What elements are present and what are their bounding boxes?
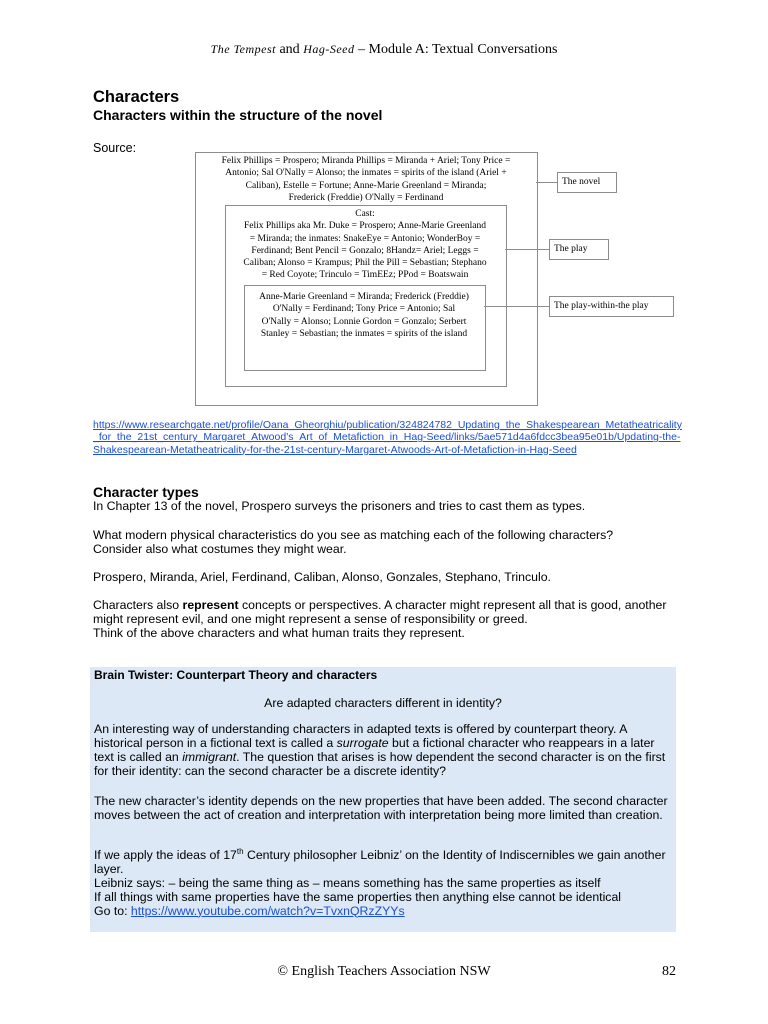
new-properties-paragraph: The new character’s identity depends on the new properties that have been added. The second character moves between the act of creation and interpretation with interpretation being more limited than creation.	[94, 794, 668, 822]
pwp-line: Anne-Marie Greenland = Miranda; Frederick (Freddie)	[259, 292, 469, 302]
header-title-tempest: The Tempest	[210, 42, 276, 56]
novel-line: Felix Phillips = Prospero; Miranda Phillips = Miranda + Ariel; Tony Price =	[221, 156, 511, 166]
costume-question: Consider also what costumes they might wear.	[93, 541, 347, 556]
play-line: Ferdinand; Bent Pencil = Gonzalo; 8Handz= Ariel; Leggs =	[251, 245, 479, 256]
chapter-paragraph: In Chapter 13 of the novel, Prospero surveys the prisoners and tries to cast them as types.	[93, 499, 586, 513]
play-within-play-cast-text	[247, 291, 481, 340]
character-types-heading: Character types	[93, 484, 199, 500]
connector-play	[505, 249, 549, 250]
label-play-within-play: The play-within-the play	[549, 296, 674, 317]
play-line: = Miranda; the inmates: SnakeEye = Antonio; WonderBoy =	[249, 233, 481, 244]
youtube-link[interactable]: https://www.youtube.com/watch?v=TvxnQRzZYYs	[130, 903, 405, 918]
pwp-line: Stanley = Sebastian; the inmates = spirits of the island	[260, 328, 468, 339]
leibniz-says: Leibniz says: – being the same thing as – means something has the same properties as itself	[94, 875, 601, 890]
novel-line: Caliban), Estelle = Fortune; Anne-Marie Greenland = Miranda;	[245, 180, 487, 191]
represent-bold: represent	[182, 598, 239, 612]
play-line: Caliban; Alonso = Krampus; Phil the Pill = Sebastian; Stephano	[243, 258, 487, 269]
source-link[interactable]: https://www.researchgate.net/profile/Oana_Gheorghiu/publication/324824782_Updating_the_Shakespearean_Metatheatricality_for_the_21st_century_Margaret_Atwood's_Art_of_Metafiction_in_Hag-Seed/links/5ae571d4a6fdcc3bea95e01b/Updating-the-Shakespearean-Metatheatricality-for-the-21st-century-Margaret-Atwoods-Art-of-Metafiction-in-Hag-Seed	[93, 419, 682, 456]
leibniz-identical: If all things with same properties have the same properties then anything else cannot be identical	[94, 889, 622, 904]
traits-question: Think of the above characters and what human traits they represent.	[93, 625, 465, 640]
play-line: Felix Phillips aka Mr. Duke = Prospero; Anne-Marie Greenland	[243, 221, 487, 232]
represent-paragraph	[93, 599, 678, 640]
represent-text: Characters also represent concepts or perspectives. A character might represent all that is good, another might represent evil, and one might represent a sense of responsibility or greed.	[93, 598, 667, 626]
surrogate-term: surrogate	[336, 735, 389, 750]
play-line: = Red Coyote; Trinculo = TimEEz; PPod = Boatswain	[261, 270, 469, 281]
page-number: 82	[662, 964, 676, 979]
connector-novel	[536, 182, 557, 183]
leibniz-intro: If we apply the ideas of 17th Century philosopher Leibniz’ on the Identity of Indiscernibles we gain another layer.	[94, 846, 666, 876]
modern-characteristics-paragraph	[93, 529, 678, 557]
brain-twister-question: Are adapted characters different in identity?	[264, 696, 502, 710]
footer-copyright: © English Teachers Association NSW	[277, 964, 491, 979]
label-the-novel: The novel	[557, 172, 617, 193]
header-module: – Module A: Textual Conversations	[354, 42, 558, 57]
leibniz-paragraph	[94, 846, 674, 919]
counterpart-theory-paragraph: An interesting way of understanding characters in adapted texts is offered by counterpart theory. A historical person in a fictional text is called a surrogate but a fictional character who reappears in a later text is called an immigrant. The question that arises is how dependent the second character is on the first for their identity: can the second character be a discrete identity?	[94, 722, 666, 778]
immigrant-term: immigrant	[182, 749, 237, 764]
source-label: Source:	[93, 141, 137, 155]
connector-play-within-play	[484, 306, 549, 307]
header-title-hagseed: Hag-Seed	[303, 42, 355, 56]
section-heading: Characters	[93, 88, 180, 106]
play-cast-text	[228, 208, 502, 282]
goto-line: Go to: https://www.youtube.com/watch?v=TvxnQRzZYYs	[94, 903, 405, 918]
character-list: Prospero, Miranda, Ariel, Ferdinand, Caliban, Alonso, Gonzales, Stephano, Trinculo.	[93, 570, 551, 584]
pwp-line: O'Nally = Alonso; Lonnie Gordon = Gonzalo; Serbert	[261, 316, 467, 327]
play-line: Cast:	[355, 209, 375, 219]
running-header	[0, 42, 768, 58]
brain-twister-title: Brain Twister: Counterpart Theory and characters	[94, 668, 378, 682]
pwp-line: O'Nally = Ferdinand; Tony Price = Antonio; Sal	[272, 304, 456, 315]
label-the-play: The play	[549, 239, 609, 260]
section-subheading: Characters within the structure of the novel	[93, 107, 383, 123]
header-and: and	[275, 42, 304, 57]
novel-cast-text	[200, 155, 532, 204]
novel-line: Frederick (Freddie) O'Nally = Ferdinand	[288, 192, 444, 203]
modern-question: What modern physical characteristics do you see as matching each of the following characters?	[93, 528, 614, 542]
novel-line: Antonio; Sal O'Nally = Alonso; the inmates = spirits of the island (Ariel +	[225, 168, 507, 179]
